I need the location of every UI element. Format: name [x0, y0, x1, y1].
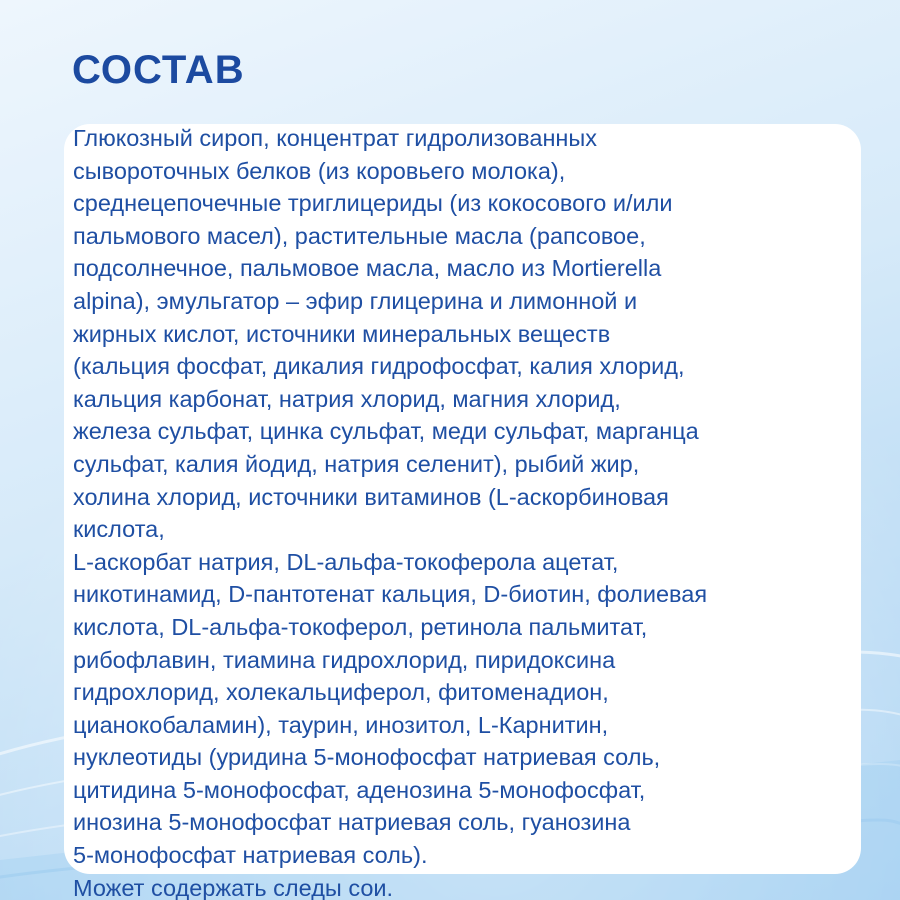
page-title: СОСТАВ: [72, 48, 245, 92]
composition-text: Глюкозный сироп, концентрат гидролизованных сывороточных белков (из коровьего молока), среднецепочечные триглицериды (из кокосового и/или пальмового масел), растительные масла (рапсовое, подсолнечное, пальмовое масла, масло из Mortierella alpina), эмульгатор – эфир глицерина и лимонной и жирных кислот, источники минеральных веществ (кальция фосфат, дикалия гидрофосфат, калия хлорид, кальция карбонат, натрия хлорид, магния хлорид, железа сульфат, цинка сульфат, меди сульфат, марганца сульфат, калия йодид, натрия селенит), рыбий жир, холина хлорид, источники витаминов (L-аскорбиновая кислота, L-аскорбат натрия, DL-альфа-токоферола ацетат, никотинамид, D-пантотенат кальция, D-биотин, фолиевая кислота, DL-альфа-токоферол, ретинола пальмитат, рибофлавин, тиамина гидрохлорид, пиридоксина гидрохлорид, холекальциферол, фитоменадион, цианокобаламин), таурин, инозитол, L-Карнитин, нуклеотиды (уридина 5-монофосфат натриевая соль, цитидина 5-монофосфат, аденозина 5-монофосфат, инозина 5-монофосфат натриевая соль, гуанозина 5-монофосфат натриевая соль). Может содержать следы сои.: [73, 125, 708, 900]
